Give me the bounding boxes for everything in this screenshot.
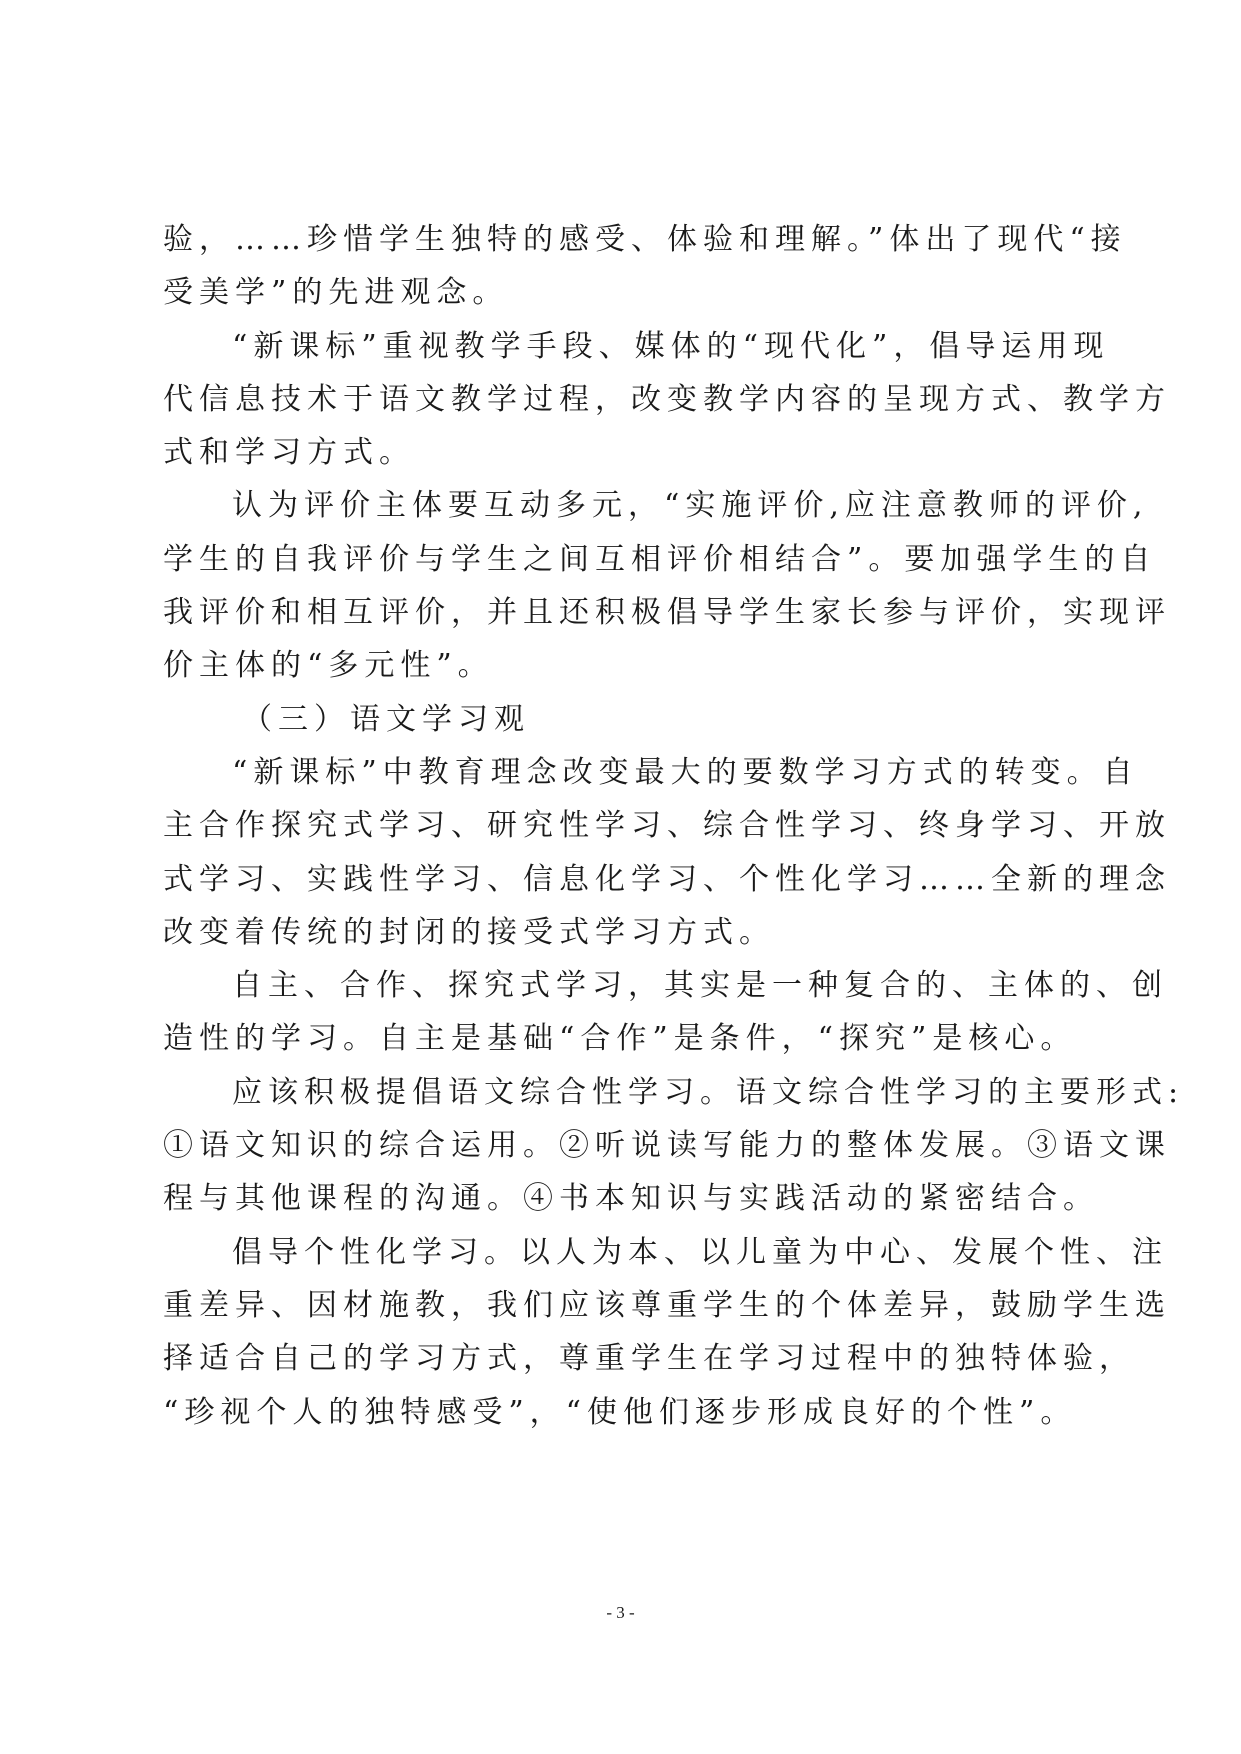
- text-line: 应该积极提倡语文综合性学习。语文综合性学习的主要形式:: [232, 1074, 1185, 1110]
- page-number: - 3 -: [606, 1603, 635, 1622]
- text-line: 验，……珍惜学生独特的感受、体验和理解。”体出了现代“接: [163, 222, 1127, 257]
- text-line: 造性的学习。自主是基础“合作”是条件，“探究”是核心。: [163, 1021, 1077, 1057]
- text-line: 式和学习方式。: [163, 435, 415, 471]
- text-line: 自主、合作、探究式学习，其实是一种复合的、主体的、创: [232, 968, 1168, 1004]
- text-line: 价主体的“多元性”。: [163, 648, 494, 684]
- text-line: 我评价和相互评价，并且还积极倡导学生家长参与评价，实现评: [163, 595, 1171, 631]
- text-line: 程与其他课程的沟通。④书本知识与实践活动的紧密结合。: [163, 1181, 1099, 1217]
- text-line: “新课标”中教育理念改变最大的要数学习方式的转变。自: [232, 754, 1139, 790]
- section-heading: （三）语文学习观: [242, 701, 530, 737]
- text-line: 认为评价主体要互动多元，“实施评价,应注意教师的评价,: [232, 488, 1149, 524]
- text-line: 主合作探究式学习、研究性学习、综合性学习、终身学习、开放: [163, 808, 1171, 844]
- text-line: 择适合自己的学习方式，尊重学生在学习过程中的独特体验，: [163, 1341, 1135, 1377]
- text-line: 代信息技术于语文教学过程，改变教学内容的呈现方式、教学方: [163, 381, 1171, 417]
- text-line: ①语文知识的综合运用。②听说读写能力的整体发展。③语文课: [163, 1128, 1171, 1164]
- text-line: “新课标”重视教学手段、媒体的“现代化”，倡导运用现: [232, 328, 1110, 364]
- text-line: 受美学”的先进观念。: [163, 275, 509, 311]
- text-line: 重差异、因材施教，我们应该尊重学生的个体差异，鼓励学生选: [163, 1287, 1171, 1323]
- text-line: 式学习、实践性学习、信息化学习、个性化学习……全新的理念: [163, 861, 1171, 897]
- text-line: 改变着传统的封闭的接受式学习方式。: [163, 914, 775, 950]
- text-line: 倡导个性化学习。以人为本、以儿童为中心、发展个性、注: [232, 1234, 1168, 1270]
- text-line: “珍视个人的独特感受”，“使他们逐步形成良好的个性”。: [163, 1394, 1077, 1430]
- body-text: [163, 213, 1185, 1439]
- text-line: 学生的自我评价与学生之间互相评价相结合”。要加强学生的自: [163, 541, 1157, 577]
